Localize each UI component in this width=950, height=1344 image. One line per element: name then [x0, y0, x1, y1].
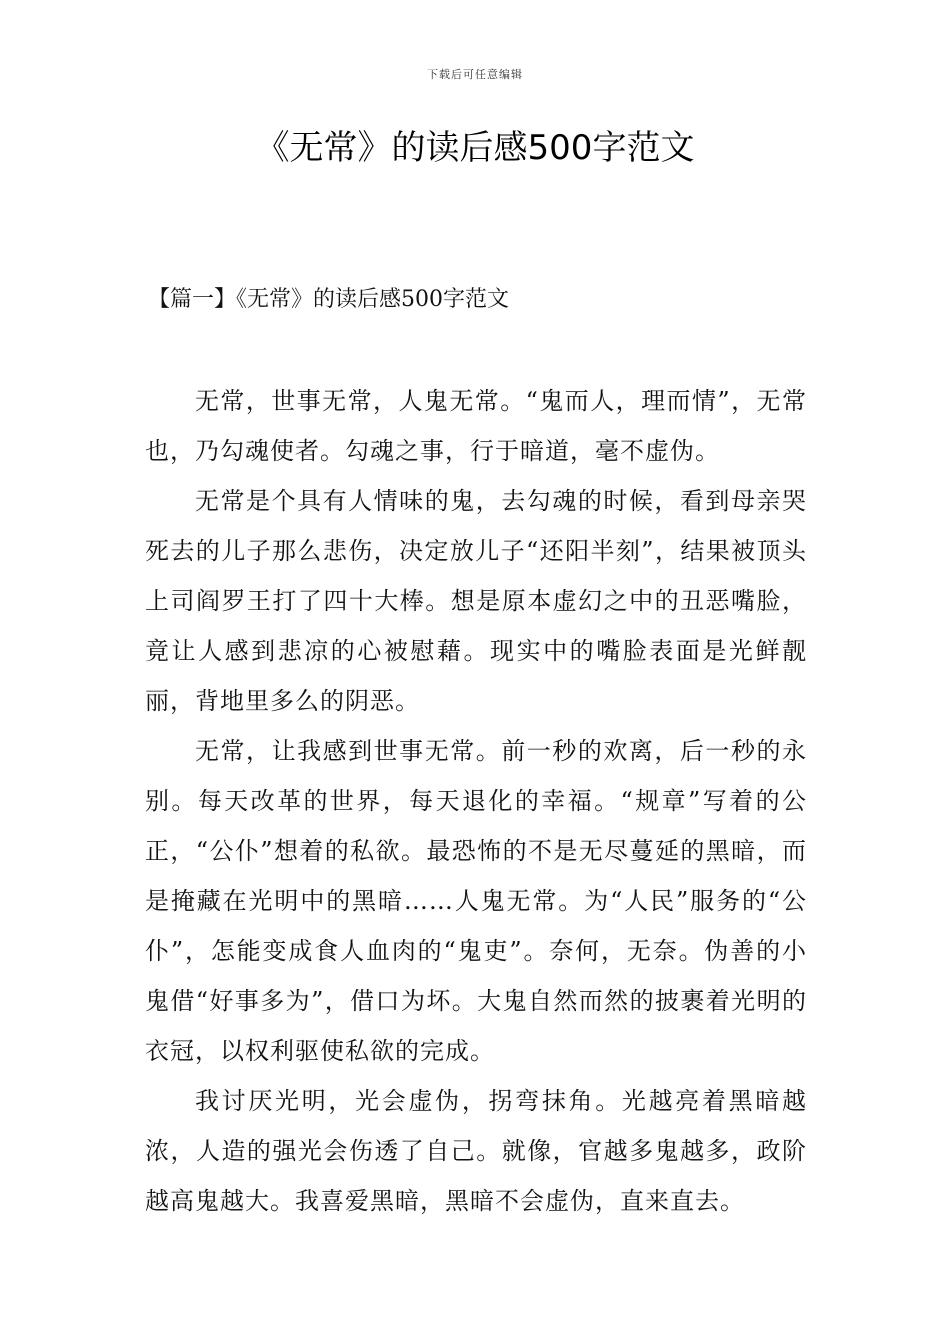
page-header-note: 下载后可任意编辑 [427, 68, 523, 81]
paragraph-2: 无常是个具有人情味的鬼，去勾魂的时候，看到母亲哭死去的儿子那么悲伤，决定放儿子“还阳半刻”，结果被顶头上司阎罗王打了四十大棒。想是原本虚幻之中的丑恶嘴脸，竟让人感到悲凉的心被慰藉。现实中的嘴脸表面是光鲜靓丽，背地里多么的阴恶。 [145, 487, 807, 715]
paragraph-4: 我讨厌光明，光会虚伪，拐弯抹角。光越亮着黑暗越浓，人造的强光会伤透了自己。就像，官越多鬼越多，政阶越高鬼越大。我喜爱黑暗，黑暗不会虚伪，直来直去。 [145, 1087, 807, 1215]
document-title: 《无常》的读后感500字范文 [255, 128, 695, 168]
section-heading: 【篇一】《无常》的读后感500字范文 [148, 287, 509, 312]
document-body [145, 376, 807, 1226]
paragraph-1: 无常，世事无常，人鬼无常。“鬼而人，理而情”，无常也，乃勾魂使者。勾魂之事，行于暗道，毫不虚伪。 [145, 387, 807, 465]
paragraph-3: 无常，让我感到世事无常。前一秒的欢离，后一秒的永别。每天改革的世界，每天退化的幸福。“规章”写着的公正，“公仆”想着的私欲。最恐怖的不是无尽蔓延的黑暗，而是掩藏在光明中的黑暗……人鬼无常。为“人民”服务的“公仆”，怎能变成食人血肉的“鬼吏”。奈何，无奈。伪善的小鬼借“好事多为”，借口为坏。大鬼自然而然的披裹着光明的衣冠，以权利驱使私欲的完成。 [145, 737, 807, 1065]
